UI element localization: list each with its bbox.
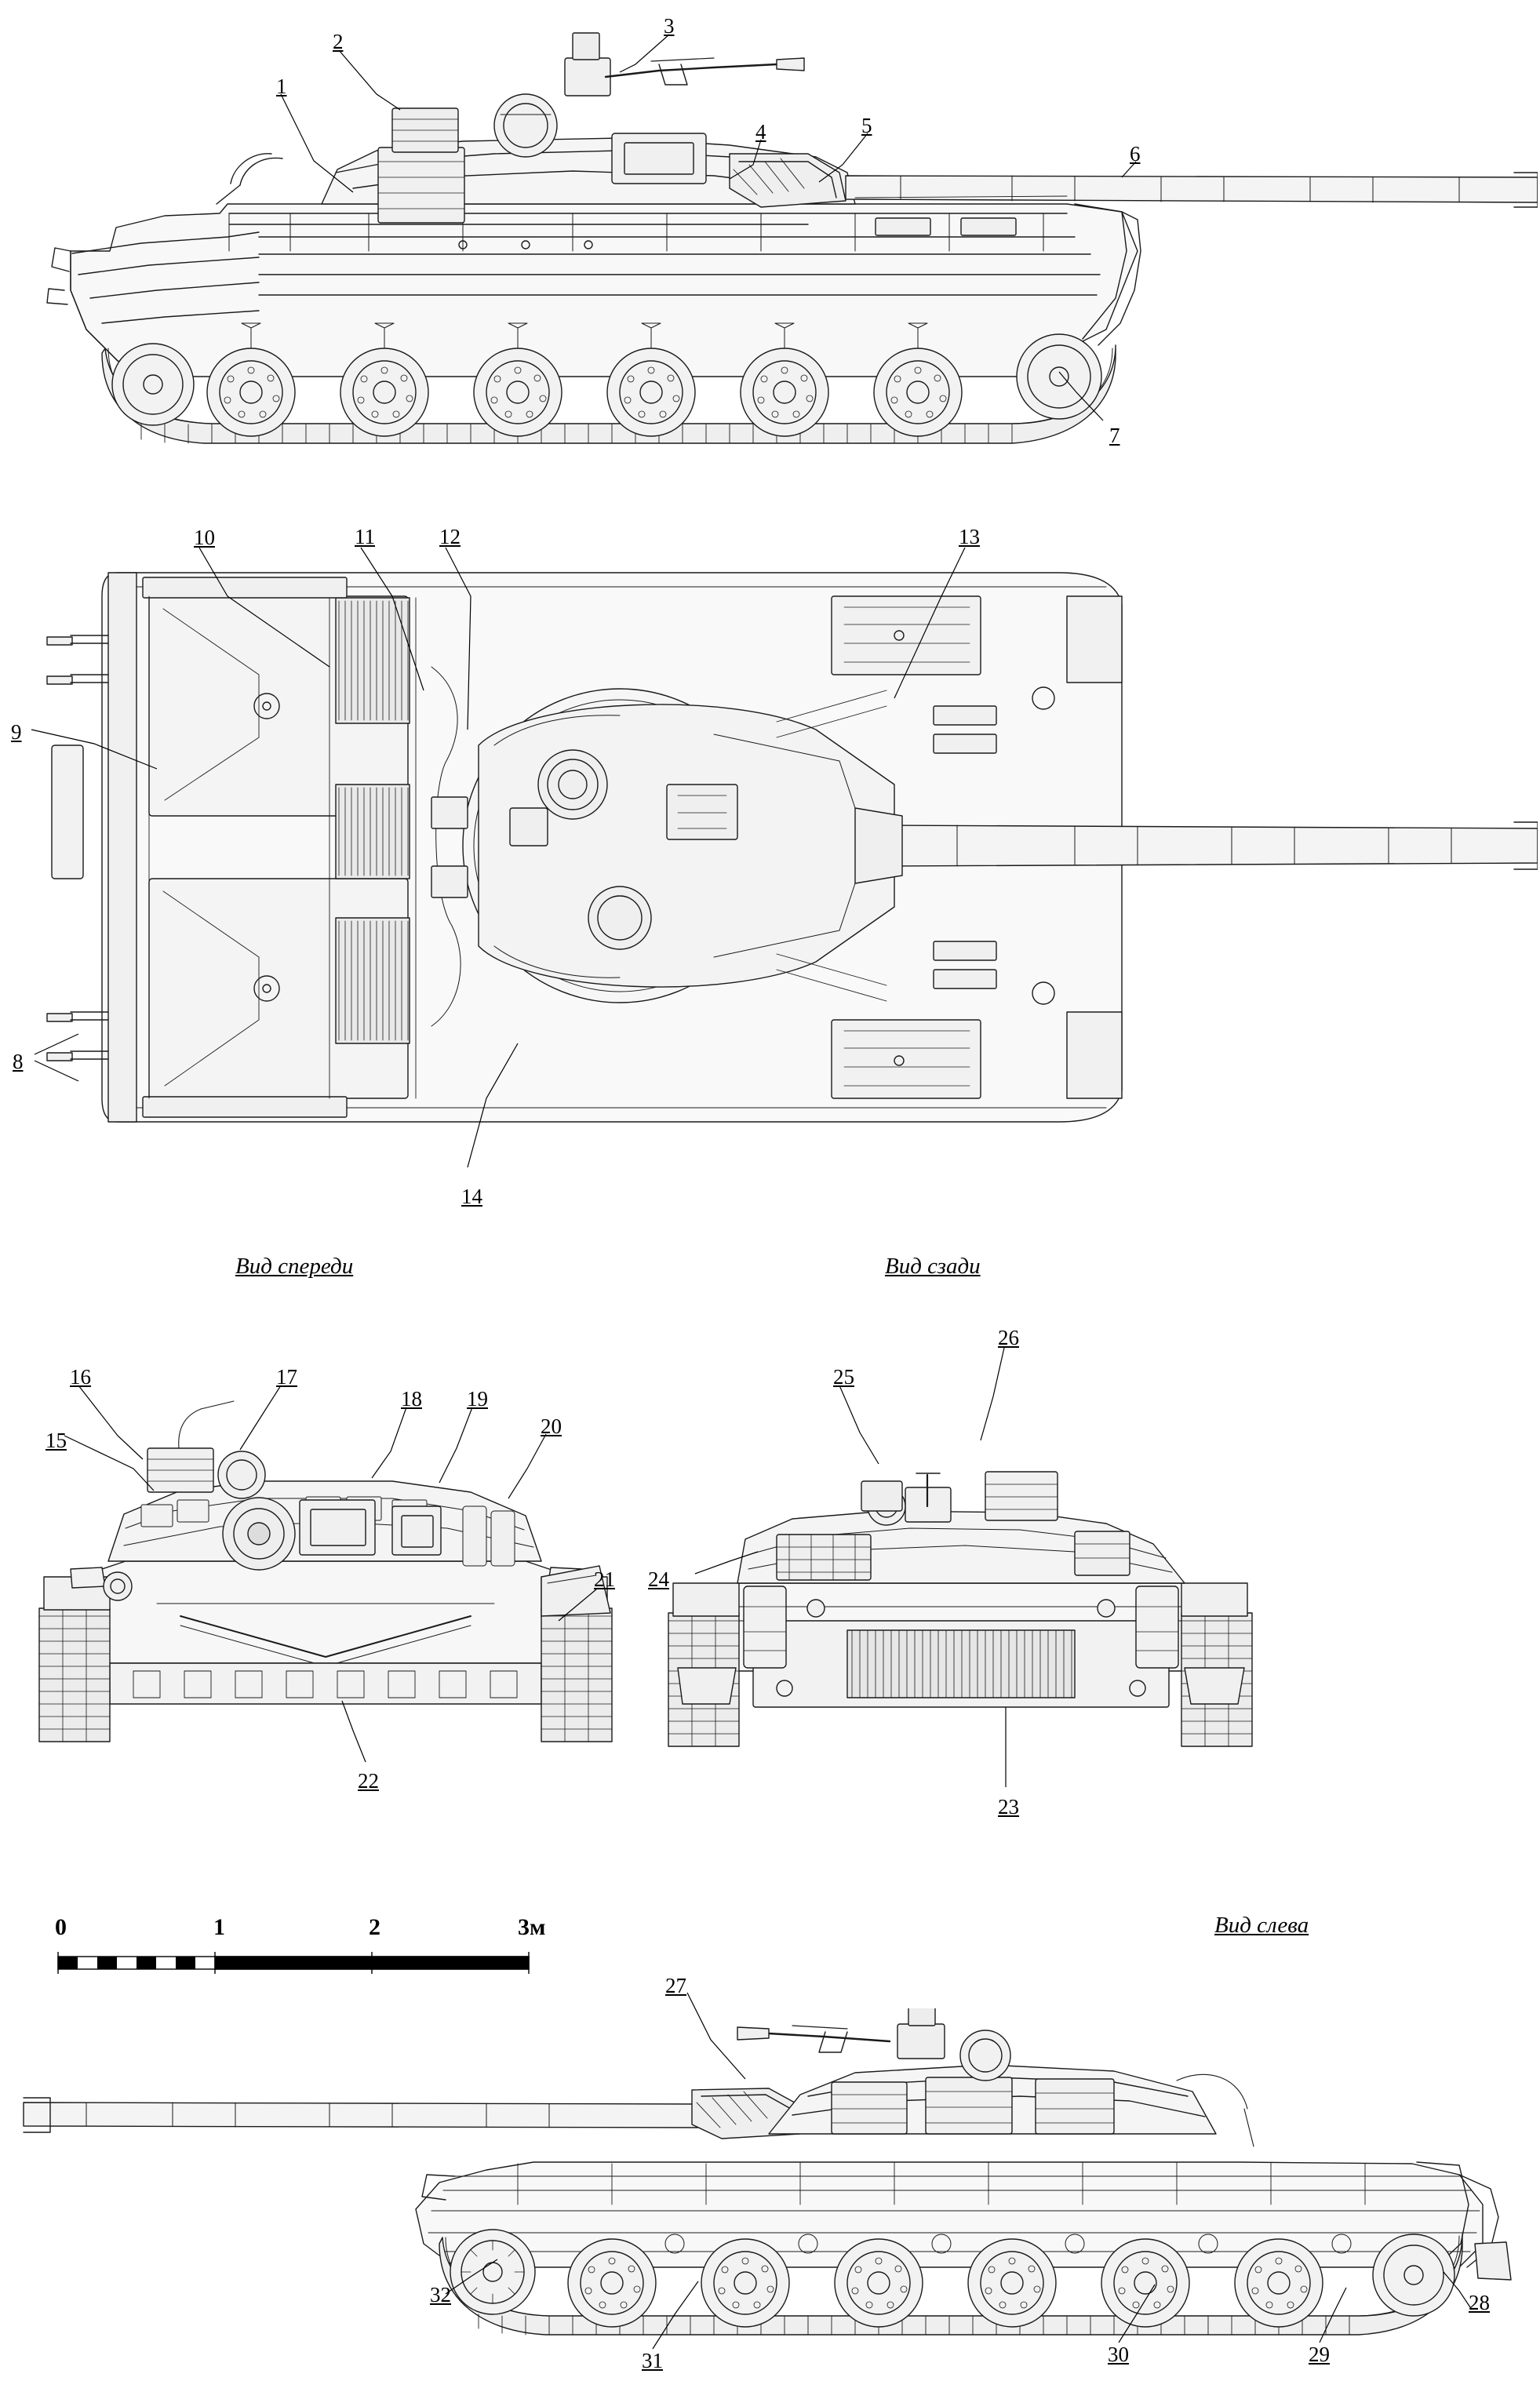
- scale-tick-2: 2: [369, 1914, 380, 1940]
- callout-22: 22: [358, 1769, 379, 1793]
- view-side-left: [16, 2008, 1530, 2369]
- callout-23: 23: [998, 1795, 1019, 1819]
- view-label-rear: Вид сзади: [885, 1254, 981, 1279]
- callout-24: 24: [648, 1567, 669, 1591]
- callout-32: 32: [430, 2283, 451, 2306]
- callout-9: 9: [11, 720, 22, 744]
- callout-7: 7: [1109, 424, 1120, 447]
- callout-8: 8: [13, 1050, 24, 1073]
- scale-tick-3: 3м: [518, 1914, 546, 1940]
- callout-5: 5: [861, 114, 872, 137]
- callout-28: 28: [1469, 2291, 1490, 2314]
- view-plan-top: [24, 549, 1538, 1145]
- view-side-right: [24, 16, 1538, 486]
- view-label-left: Вид слева: [1214, 1913, 1309, 1938]
- callout-20: 20: [541, 1414, 562, 1438]
- callout-3: 3: [664, 14, 675, 38]
- callout-29: 29: [1309, 2343, 1330, 2366]
- callout-19: 19: [467, 1387, 488, 1411]
- callout-18: 18: [401, 1387, 422, 1411]
- callout-6: 6: [1130, 142, 1141, 166]
- view-rear: [651, 1381, 1271, 1773]
- callout-13: 13: [959, 525, 980, 548]
- callout-4: 4: [755, 120, 766, 144]
- scale-bar: [55, 1946, 557, 1981]
- callout-17: 17: [276, 1365, 297, 1389]
- callout-10: 10: [194, 526, 215, 549]
- callout-25: 25: [833, 1365, 854, 1389]
- callout-14: 14: [461, 1185, 482, 1208]
- view-label-front: Вид спереди: [235, 1254, 354, 1279]
- scale-tick-1: 1: [213, 1914, 225, 1940]
- callout-27: 27: [665, 1974, 686, 1997]
- callout-31: 31: [642, 2349, 663, 2372]
- callout-16: 16: [70, 1365, 91, 1389]
- callout-26: 26: [998, 1326, 1019, 1349]
- callout-11: 11: [355, 525, 375, 548]
- scale-tick-0: 0: [55, 1914, 67, 1940]
- callout-2: 2: [333, 30, 344, 53]
- callout-15: 15: [46, 1429, 67, 1452]
- callout-30: 30: [1108, 2343, 1129, 2366]
- view-front: [24, 1381, 628, 1773]
- callout-1: 1: [276, 75, 287, 98]
- callout-12: 12: [439, 525, 461, 548]
- callout-21: 21: [594, 1567, 615, 1591]
